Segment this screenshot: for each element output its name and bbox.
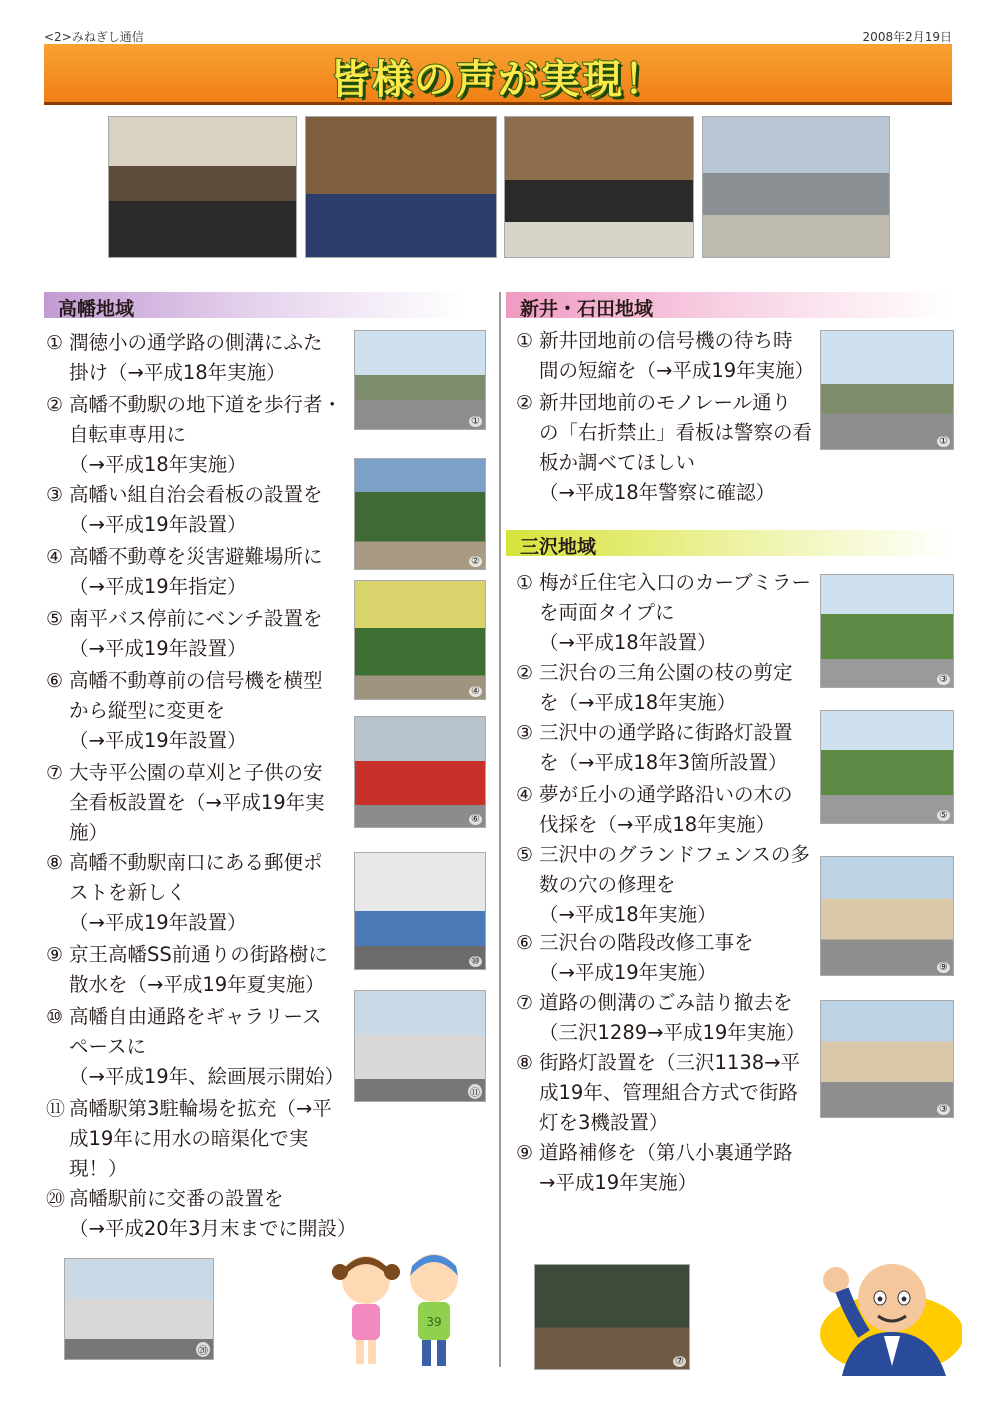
item-text: ストを新しく (69, 881, 187, 904)
list-item (46, 604, 323, 664)
item-number: ⑤ (46, 608, 64, 630)
photo-takahata-4 (354, 580, 486, 700)
item-text: 間の短縮を（→平成19年実施） (539, 359, 815, 382)
item-number: ① (46, 332, 64, 354)
photo-caption: ⑪ (468, 1084, 482, 1099)
item-text: →平成19年実施） (539, 1171, 698, 1194)
caricature-pupil-right (902, 1297, 907, 1302)
item-text: 三沢台の三角公園の枝の剪定 (539, 661, 793, 684)
list-item (46, 480, 323, 540)
item-text: 散水を（→平成19年夏実施） (69, 973, 325, 996)
girl-leg-right (368, 1340, 376, 1364)
list-item (46, 390, 342, 480)
list-item (516, 1048, 800, 1138)
item-text: （→平成19年指定） (69, 575, 247, 598)
item-text: 自転車専用に (69, 423, 187, 446)
title-banner (44, 44, 952, 105)
item-number: ⑤ (516, 844, 534, 866)
item-text: （→平成20年3月末までに開設） (69, 1217, 357, 1240)
item-number: ⑦ (46, 762, 64, 784)
item-text: 高幡不動駅の地下道を歩行者・ (69, 393, 343, 416)
photo-caption: ⑳ (196, 1342, 210, 1357)
item-text: 街路灯設置を（三沢1138→平 (539, 1051, 800, 1074)
item-text: 高幡不動尊を災害避難場所に (69, 545, 323, 568)
item-text: 三沢中のグランドフェンスの多 (539, 843, 810, 866)
photo-misawa-3a (820, 574, 954, 688)
item-number: ② (516, 662, 534, 684)
photo-takahata-11 (354, 990, 486, 1102)
boy-shirt-number: 39 (426, 1315, 442, 1329)
item-text: 灯を3機設置） (539, 1111, 669, 1134)
photo-caption: ① (471, 416, 480, 427)
photo-caption: ④ (471, 686, 480, 697)
item-text: 夢が丘小の通学路沿いの木の (539, 783, 793, 806)
item-number: ⑳ (46, 1188, 66, 1210)
list-item (516, 780, 793, 840)
item-text: 京王高幡SS前通りの街路樹に (69, 943, 328, 966)
list-item (46, 940, 328, 1000)
item-number: ③ (46, 484, 64, 506)
item-text: （→平成19年設置） (69, 513, 247, 536)
list-item (516, 1138, 793, 1198)
item-text: 高幡不動尊前の信号機を横型 (69, 669, 323, 692)
photo-caption: ③ (939, 674, 948, 685)
list-item (46, 542, 323, 602)
item-number: ⑪ (46, 1098, 66, 1120)
caricature-pupil-left (878, 1297, 883, 1302)
item-text: 三沢台の階段改修工事を (539, 931, 754, 954)
item-text: 新井団地前のモノレール通り (539, 391, 792, 414)
item-number: ② (46, 394, 64, 416)
item-number: ⑨ (516, 1142, 534, 1164)
item-text: 高幡い組自治会看板の設置を (69, 483, 323, 506)
item-number: ⑦ (516, 992, 534, 1014)
list-item (46, 848, 323, 938)
item-number: ⑩ (46, 1006, 64, 1028)
photo-caption: ⑦ (675, 1356, 684, 1367)
girl-pigtail-right (384, 1264, 400, 1280)
item-text: を（→平成18年3箇所設置） (539, 751, 788, 774)
item-number: ④ (516, 784, 534, 806)
item-text: （→平成19年実施） (539, 961, 717, 984)
list-item (46, 758, 325, 848)
list-item (46, 328, 323, 388)
item-number: ③ (516, 722, 534, 744)
item-text: 板か調べてほしい (539, 451, 696, 474)
item-text: 大寺平公園の草刈と子供の安 (69, 761, 323, 784)
item-text: 成19年に用水の暗渠化で実 (69, 1127, 309, 1150)
item-text: 伐採を（→平成18年実施） (539, 813, 776, 836)
section-title: 三沢地域 (520, 536, 597, 558)
list-item (516, 388, 812, 508)
item-text: 三沢中の通学路に街路灯設置 (539, 721, 793, 744)
photo-misawa-7 (534, 1264, 690, 1370)
item-text: を（→平成18年実施） (539, 691, 737, 714)
section-title: 新井・石田地域 (520, 298, 654, 320)
item-number: ⑧ (46, 852, 64, 874)
caricature-illustration (812, 1236, 962, 1376)
photo-street-canvassing (702, 116, 890, 258)
item-text: 高幡駅前に交番の設置を (69, 1187, 284, 1210)
item-text: （→平成19年設置） (69, 911, 247, 934)
photo-takahata-20 (64, 1258, 214, 1360)
item-text: （三沢1289→平成19年実施） (539, 1021, 806, 1044)
photo-misawa-3b (820, 1000, 954, 1118)
girl-pigtail-left (332, 1264, 348, 1280)
item-text: 梅が丘住宅入口のカーブミラー (539, 571, 812, 594)
page-title: 皆様の声が実現！ (330, 57, 666, 103)
list-item (516, 988, 805, 1048)
item-text: （→平成18年警察に確認） (539, 481, 776, 504)
item-number: ⑥ (46, 670, 64, 692)
item-text: 潤徳小の通学路の側溝にふた (69, 331, 323, 354)
photo-arai-1 (820, 330, 954, 450)
section-title: 高幡地域 (58, 298, 135, 320)
item-text: 現！） (69, 1157, 128, 1180)
photo-caption: ⑤ (939, 810, 948, 821)
section-arai (506, 292, 952, 318)
list-item (46, 666, 323, 756)
item-text: 数の穴の修理を (539, 873, 676, 896)
item-number: ④ (46, 546, 64, 568)
item-text: 施） (69, 821, 109, 844)
list-item (46, 1002, 344, 1092)
girl-dress (352, 1304, 380, 1340)
item-text: 高幡不動駅南口にある郵便ポ (69, 851, 323, 874)
item-text: 高幡自由通路をギャラリース (69, 1005, 322, 1028)
section-misawa (506, 530, 952, 556)
boy-leg-left (422, 1340, 431, 1366)
item-text: （→平成18年設置） (539, 631, 717, 654)
item-text: 成19年、管理組合方式で街路 (539, 1081, 798, 1104)
item-text: 道路補修を（第八小裏通学路 (539, 1141, 793, 1164)
photo-caption: ③ (939, 1104, 948, 1115)
photo-caption: ① (939, 436, 948, 447)
kids-illustration (318, 1250, 478, 1375)
item-text: を両面タイプに (539, 601, 675, 624)
list-item (516, 928, 754, 988)
boy-leg-right (437, 1340, 446, 1366)
item-text: （→平成19年設置） (69, 637, 247, 660)
photo-office-phone (108, 116, 297, 258)
photo-misawa-9 (820, 856, 954, 976)
item-text: （→平成19年設置） (69, 729, 247, 752)
photo-takahata-1 (354, 330, 486, 430)
item-number: ⑧ (516, 1052, 534, 1074)
item-number: ⑥ (516, 932, 534, 954)
girl-leg-left (356, 1340, 364, 1364)
photo-caption: ⑩ (471, 956, 480, 967)
item-text: （→平成18年実施） (69, 453, 247, 476)
item-number: ② (516, 392, 534, 414)
column-divider (499, 292, 501, 1367)
item-text: 新井団地前の信号機の待ち時 (539, 329, 793, 352)
photo-meeting (504, 116, 694, 258)
photo-caption: ⑥ (471, 814, 480, 825)
item-text: 道路の側溝のごみ詰り撤去を (539, 991, 793, 1014)
list-item (516, 568, 811, 658)
item-text: 全看板設置を（→平成19年実 (69, 791, 325, 814)
photo-caption: ② (471, 556, 480, 567)
photo-takahata-2 (354, 458, 486, 570)
photo-caption: ⑨ (939, 962, 948, 973)
item-text: （→平成18年実施） (539, 903, 717, 926)
list-item (516, 718, 793, 778)
item-text: の「右折禁止」看板は警察の看 (539, 421, 813, 444)
item-text: 南平バス停前にベンチ設置を (69, 607, 323, 630)
photo-misawa-5 (820, 710, 954, 824)
list-item (516, 326, 814, 386)
list-item (516, 658, 793, 718)
item-number: ⑨ (46, 944, 64, 966)
item-text: から縦型に変更を (69, 699, 226, 722)
photo-takahata-6 (354, 716, 486, 828)
item-number: ① (516, 330, 534, 352)
item-text: 掛け（→平成18年実施） (69, 361, 286, 384)
item-text: ペースに (69, 1035, 147, 1058)
issue-label: <2>みねぎし通信 (44, 30, 144, 44)
photo-assembly-speech (305, 116, 497, 258)
item-text: （→平成19年、絵画展示開始） (69, 1065, 345, 1088)
issue-date: 2008年2月19日 (862, 30, 952, 44)
list-item (46, 1184, 357, 1244)
list-item (46, 1094, 332, 1184)
item-text: 高幡駅第3駐輪場を拡充（→平 (69, 1097, 332, 1120)
list-item (516, 840, 810, 930)
section-takahata (44, 292, 464, 318)
item-number: ① (516, 572, 534, 594)
photo-takahata-10 (354, 852, 486, 970)
